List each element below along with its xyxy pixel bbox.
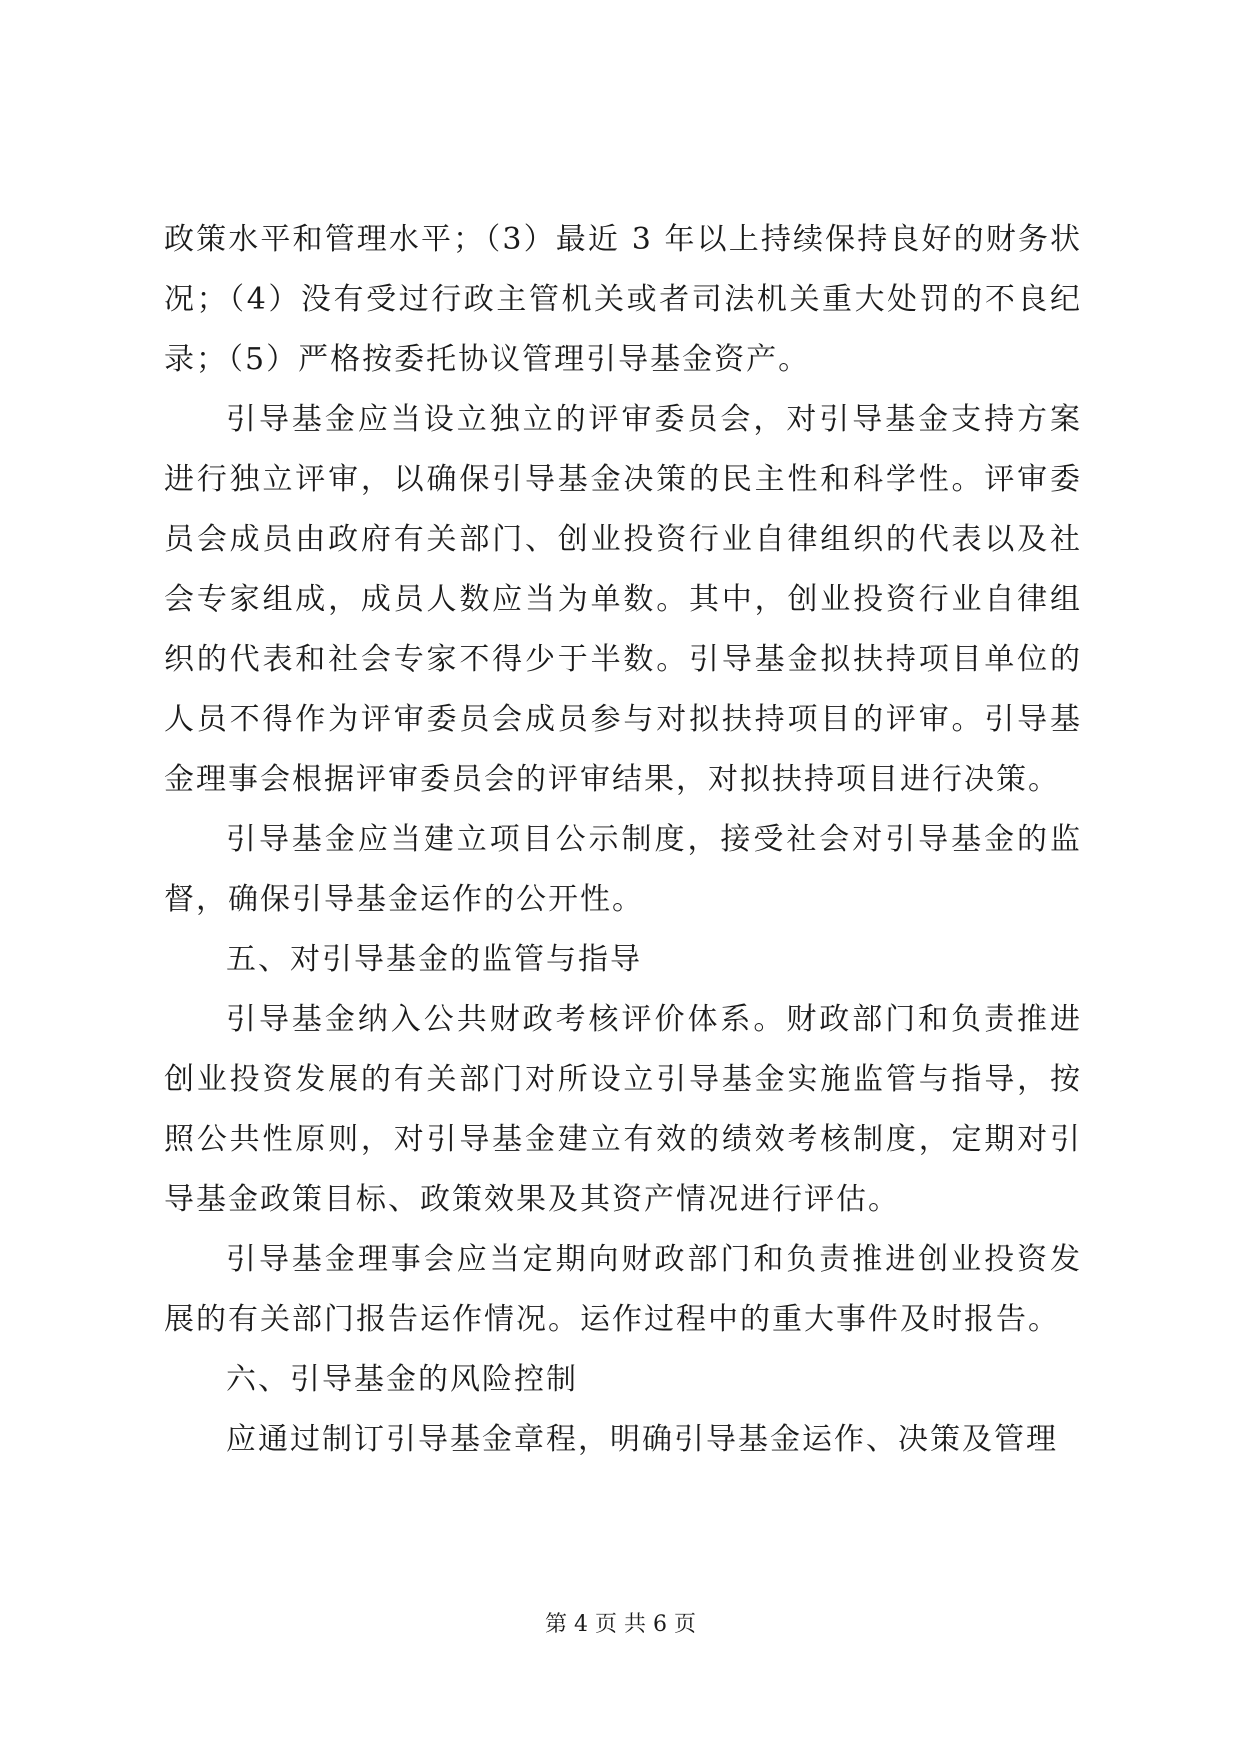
paragraph-performance-evaluation: 引导基金纳入公共财政考核评价体系。财政部门和负责推进创业投资发展的有关部门对所设立引导基金实施监管与指导，按照公共性原则，对引导基金建立有效的绩效考核制度，定期对引导基金政策目标、政策效果及其资产情况进行评估。 [164,1002,1082,1217]
paragraph-publicity-system: 引导基金应当建立项目公示制度，接受社会对引导基金的监督，确保引导基金运作的公开性。 [164,822,1082,917]
section-heading-risk-control: 六、引导基金的风险控制 [226,1362,578,1397]
page-number-footer: 第 4 页 共 6 页 [545,1612,696,1637]
section-heading-supervision: 五、对引导基金的监管与指导 [226,942,642,977]
document-body [164,210,1082,1470]
paragraph-reporting: 引导基金理事会应当定期向财政部门和负责推进创业投资发展的有关部门报告运作情况。运作过程中的重大事件及时报告。 [164,1242,1082,1337]
paragraph-continuation: 政策水平和管理水平；（3）最近 3 年以上持续保持良好的财务状况；（4）没有受过行政主管机关或者司法机关重大处罚的不良纪录；（5）严格按委托协议管理引导基金资产。 [164,222,1082,377]
paragraph-review-committee: 引导基金应当设立独立的评审委员会，对引导基金支持方案进行独立评审，以确保引导基金决策的民主性和科学性。评审委员会成员由政府有关部门、创业投资行业自律组织的代表以及社会专家组成，成员人数应当为单数。其中，创业投资行业自律组织的代表和社会专家不得少于半数。引导基金拟扶持项目单位的人员不得作为评审委员会成员参与对拟扶持项目的评审。引导基金理事会根据评审委员会的评审结果，对拟扶持项目进行决策。 [164,402,1082,797]
paragraph-charter: 应通过制订引导基金章程，明确引导基金运作、决策及管理 [226,1422,1058,1457]
